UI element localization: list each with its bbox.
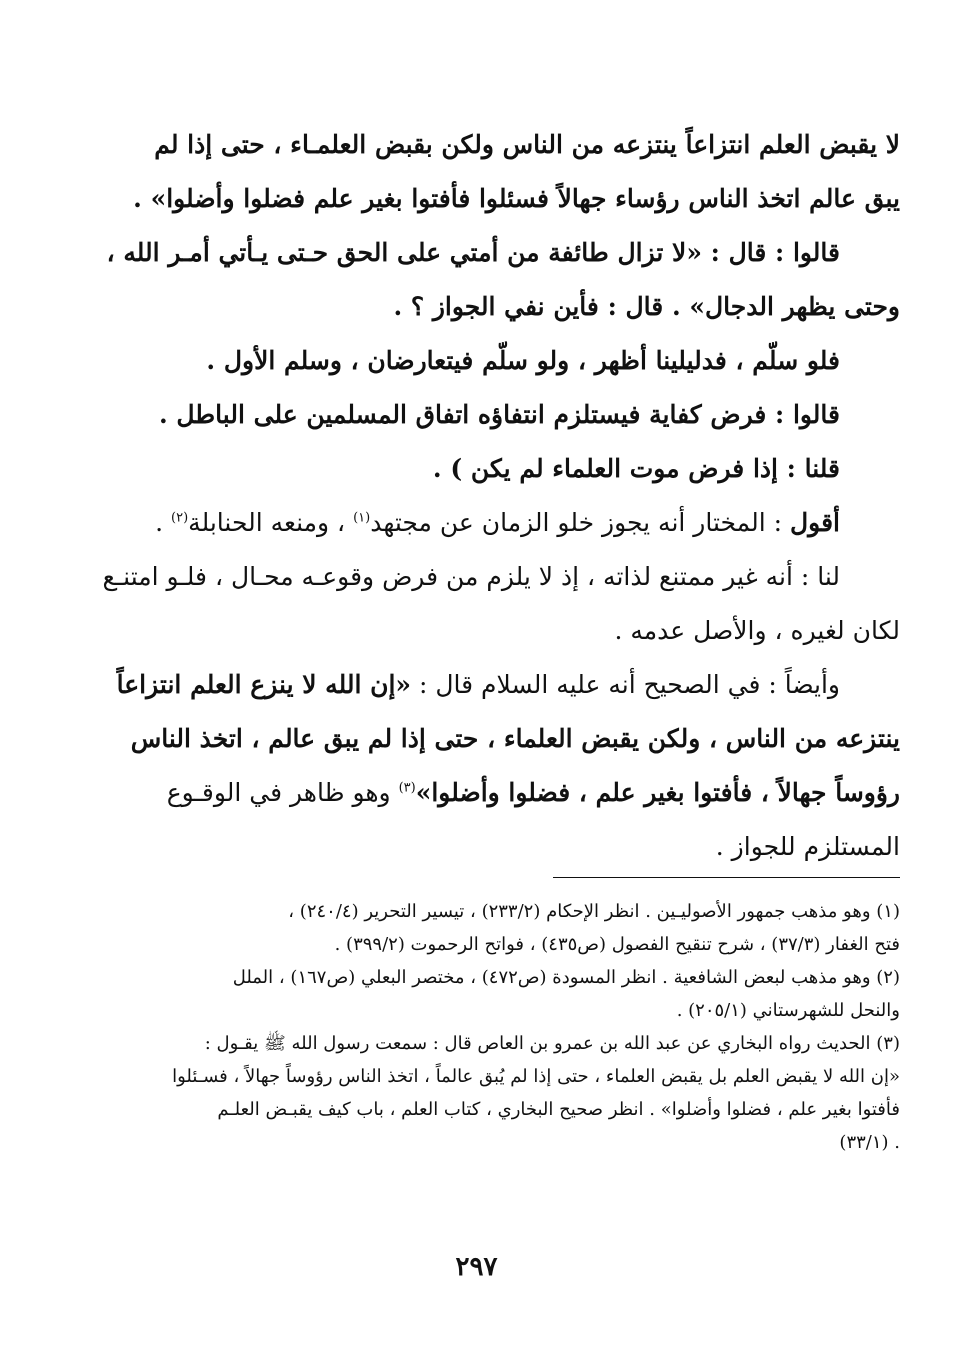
text-span: وأيضاً : في الصحيح أنه عليه السلام قال :: [411, 670, 840, 699]
text-line: فلو سلّم ، فدليلينا أظهر ، ولو سلّم فيتعارضان ، وسلم الأول .: [206, 346, 840, 375]
text-line: لكان لغيره ، والأصل عدمه .: [614, 616, 900, 645]
footnote-ref: (٢): [171, 510, 189, 526]
footnote-line: (١) وهو مذهب جمهور الأصوليـين . انظر الإحكام (٢٣٣/٢) ، تيسير التحرير (٢٤٠/٤) ،: [288, 901, 900, 922]
footnote-line: والنحل للشهرستاني (٢٠٥/١) .: [676, 1000, 900, 1021]
text-line: لنا : أنه غير ممتنع لذاته ، إذ لا يلزم من فرض وقوعـه محـال ، فلـو امتنـع: [102, 562, 840, 591]
text-span: .: [155, 508, 172, 537]
footnotes: [148, 895, 900, 1159]
author-label: أقول: [790, 508, 840, 537]
text-line: [148, 766, 900, 820]
hadith-quote: رؤوساً جهالاً ، فأفتوا بغير علم ، فضلوا وأضلوا»: [415, 778, 900, 807]
footnote-line: . (٣٣/١): [839, 1132, 900, 1153]
text-line: [148, 496, 900, 550]
text-line: قالوا : فرض كفاية فيستلزم انتفاؤه اتفاق المسلمين على الباطل .: [158, 400, 840, 429]
text-line: [116, 658, 900, 712]
text-line: لا يقبض العلم انتزاعاً ينتزعه من الناس ولكن بقبض العلمـاء ، حتى إذا لم: [154, 130, 900, 159]
text-span: ، ومنعه الحنابلة: [188, 508, 354, 537]
text-span: : المختار أنه يجوز خلو الزمان عن مجتهد: [370, 508, 791, 537]
text-span: وهو ظاهر في الوقـوع: [166, 778, 399, 807]
footnote-line: فتح الغفار (٣٧/٣) ، شرح تنقيح الفصول (ص٤٣٥) ، فواتح الرحموت (٣٩٩/٢) .: [334, 934, 900, 955]
text-line: يبق عالم اتخذ الناس رؤساء جهالاً فسئلوا فأفتوا بغير علم فضلوا وأضلوا» .: [133, 184, 900, 213]
footnote-line: «إن الله لا يقبض العلم بل يقبض العلماء ، حتى إذا لم يُبق عالماً ، اتخذ الناس رؤوساً جهالاً ، فسـئلوا: [172, 1066, 900, 1087]
footnote-line: فأفتوا بغير علم ، فضلوا وأضلوا» . انظر صحيح البخاري ، كتاب العلم ، باب كيف يقبـض العلـم: [217, 1099, 900, 1120]
text-line: قلنا : إذا فرض موت العلماء لم يكن ) .: [432, 454, 840, 483]
footnote-ref: (١): [353, 510, 371, 526]
text-line: وحتى يظهر الدجال» . قال : فأين نفي الجواز ؟ .: [393, 292, 900, 321]
hadith-quote: «إن الله لا ينزع العلم انتزاعاً: [116, 670, 412, 699]
footnote-ref: (٣): [398, 780, 416, 796]
footnote-line: (٣) الحديث رواه البخاري عن عبد الله بن عمرو بن العاص قال : سمعت رسول الله ﷺ يقـول :: [204, 1033, 900, 1054]
footnote-line: (٢) وهو مذهب لبعض الشافعية . انظر المسودة (ص٤٧٢) ، مختصر البعلي (ص١٦٧) ، الملل: [232, 967, 900, 988]
text-line: ينتزعه من الناس ، ولكن يقبض العلماء ، حتى إذا لم يبق عالم ، اتخذ الناس: [130, 724, 900, 753]
main-text: [102, 118, 900, 874]
page-number: ٢٩٧: [455, 1252, 498, 1282]
footnote-separator: [553, 877, 900, 878]
text-line: قالوا : قال : «لا تزال طائفة من أمتي على الحق حـتى يـأتي أمـر الله ،: [106, 238, 840, 267]
text-line: المستلزم للجواز .: [715, 832, 900, 861]
